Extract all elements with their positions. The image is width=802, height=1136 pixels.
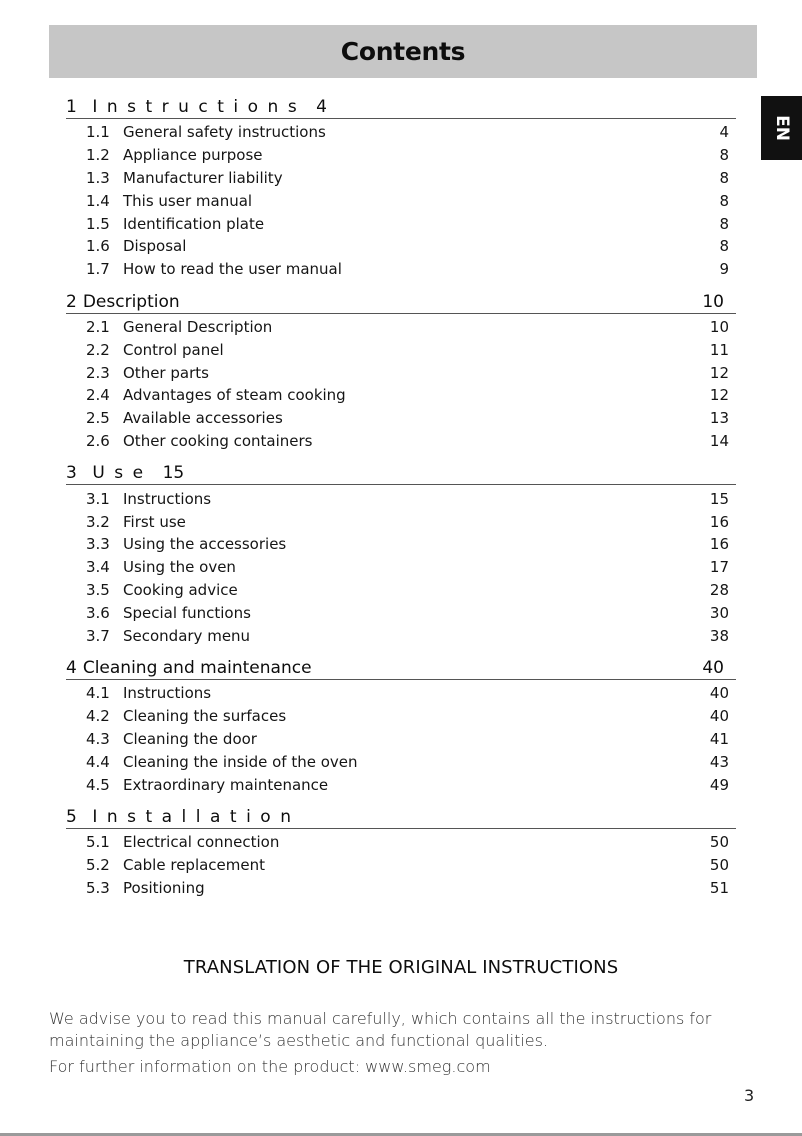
- section-title: Use: [92, 463, 153, 484]
- language-label: EN: [771, 115, 792, 141]
- section-items: [66, 680, 736, 796]
- info-paragraph: For further information on the product: www.smeg.com: [49, 1057, 491, 1076]
- entry-label: Secondary menu: [123, 626, 251, 645]
- toc-entry: [66, 601, 736, 624]
- entry-page: 40: [709, 707, 729, 726]
- entry-page: 50: [709, 856, 729, 875]
- toc-entry: [66, 728, 736, 751]
- toc-entry: [66, 556, 736, 579]
- toc-entry: [66, 258, 736, 281]
- toc-entry: [66, 624, 736, 647]
- toc-entry: [66, 533, 736, 556]
- entry-number: 1.7: [86, 260, 110, 279]
- entry-label: General Description: [123, 317, 273, 336]
- entry-label: Cleaning the inside of the oven: [123, 752, 358, 771]
- entry-label: Cooking advice: [123, 580, 238, 599]
- entry-page: 41: [709, 729, 729, 748]
- entry-page: 14: [709, 431, 729, 450]
- entry-label: Instructions: [123, 684, 212, 703]
- entry-number: 3.5: [86, 580, 110, 599]
- entry-number: 4.5: [86, 775, 110, 794]
- table-of-contents: [66, 94, 736, 899]
- entry-label: Disposal: [123, 237, 187, 256]
- section-heading: [66, 655, 736, 680]
- section-title: Description: [82, 291, 180, 312]
- section-items: [66, 485, 736, 647]
- entry-page: 8: [719, 237, 729, 256]
- entry-label: Cleaning the door: [123, 729, 257, 748]
- entry-page: 50: [709, 833, 729, 852]
- entry-page: 12: [709, 363, 729, 382]
- entry-number: 4.1: [86, 684, 110, 703]
- entry-page: 16: [709, 512, 729, 531]
- toc-entry: [66, 682, 736, 705]
- entry-label: Appliance purpose: [123, 146, 263, 165]
- toc-section: [66, 289, 736, 453]
- section-page: 15: [162, 463, 185, 484]
- entry-label: Extraordinary maintenance: [123, 775, 329, 794]
- section-page: 10: [702, 291, 724, 312]
- entry-label: This user manual: [123, 191, 253, 210]
- contents-header: [49, 25, 757, 78]
- intro-paragraph: We advise you to read this manual carefully, which contains all the instructions for maintaining the appliance’s aesthetic and functional qualities.: [49, 1009, 712, 1050]
- entry-number: 3.2: [86, 512, 110, 531]
- section-number: 5: [66, 806, 87, 827]
- toc-entry: [66, 854, 736, 877]
- entry-number: 3.3: [86, 535, 110, 554]
- entry-number: 2.2: [86, 340, 110, 359]
- entry-label: Positioning: [123, 878, 205, 897]
- toc-entry: [66, 407, 736, 430]
- toc-entry: [66, 212, 736, 235]
- entry-number: 1.1: [86, 123, 110, 142]
- entry-number: 5.1: [86, 833, 110, 852]
- section-heading: [66, 94, 736, 119]
- toc-entry: [66, 831, 736, 854]
- section-heading: [66, 804, 736, 829]
- entry-label: Using the oven: [123, 558, 236, 577]
- entry-number: 2.6: [86, 431, 110, 450]
- entry-number: 1.2: [86, 146, 110, 165]
- toc-entry: [66, 316, 736, 339]
- entry-label: Instructions: [123, 489, 212, 508]
- section-number: 4: [66, 657, 77, 678]
- toc-entry: [66, 773, 736, 796]
- toc-entry: [66, 384, 736, 407]
- entry-label: Other cooking containers: [123, 431, 313, 450]
- section-items: [66, 829, 736, 899]
- toc-entry: [66, 579, 736, 602]
- entry-page: 16: [709, 535, 729, 554]
- section-page: 40: [702, 657, 724, 678]
- section-number: 1: [66, 97, 87, 117]
- entry-page: 17: [709, 558, 729, 577]
- entry-page: 8: [719, 214, 729, 233]
- toc-entry: [66, 877, 736, 900]
- entry-page: 30: [709, 603, 729, 622]
- toc-entry: [66, 510, 736, 533]
- entry-page: 8: [719, 168, 729, 187]
- entry-label: Using the accessories: [123, 535, 287, 554]
- entry-number: 4.3: [86, 729, 110, 748]
- entry-page: 11: [709, 340, 729, 359]
- entry-number: 3.4: [86, 558, 110, 577]
- entry-label: Electrical connection: [123, 833, 280, 852]
- section-heading: [66, 289, 736, 314]
- page-title: Contents: [340, 37, 466, 66]
- entry-number: 1.4: [86, 191, 110, 210]
- toc-entry: [66, 144, 736, 167]
- toc-entry: [66, 121, 736, 144]
- entry-number: 4.4: [86, 752, 110, 771]
- entry-number: 1.3: [86, 168, 110, 187]
- entry-number: 1.6: [86, 237, 110, 256]
- toc-entry: [66, 361, 736, 384]
- entry-page: 49: [709, 775, 729, 794]
- entry-label: Identification plate: [123, 214, 265, 233]
- toc-section: [66, 94, 736, 281]
- intro-text: [49, 1008, 749, 1078]
- entry-page: 43: [709, 752, 729, 771]
- entry-page: 12: [709, 386, 729, 405]
- toc-section: [66, 804, 736, 899]
- language-tab: [761, 96, 802, 160]
- entry-page: 13: [709, 409, 729, 428]
- entry-page: 38: [709, 626, 729, 645]
- entry-number: 4.2: [86, 707, 110, 726]
- toc-entry: [66, 338, 736, 361]
- entry-label: General safety instructions: [123, 123, 326, 142]
- entry-label: Advantages of steam cooking: [123, 386, 346, 405]
- toc-entry: [66, 487, 736, 510]
- toc-entry: [66, 705, 736, 728]
- entry-label: Special functions: [123, 603, 251, 622]
- section-heading: [66, 460, 736, 485]
- entry-page: 8: [719, 146, 729, 165]
- toc-section: [66, 460, 736, 647]
- section-title: Cleaning and maintenance: [82, 657, 312, 678]
- entry-number: 3.1: [86, 489, 110, 508]
- entry-number: 2.3: [86, 363, 110, 382]
- entry-number: 3.6: [86, 603, 110, 622]
- section-title: Installation: [92, 806, 301, 827]
- entry-label: Control panel: [123, 340, 224, 359]
- toc-entry: [66, 750, 736, 773]
- section-page: 4: [316, 97, 327, 117]
- entry-number: 2.5: [86, 409, 110, 428]
- entry-page: 51: [709, 878, 729, 897]
- entry-page: 40: [709, 684, 729, 703]
- entry-label: Available accessories: [123, 409, 283, 428]
- entry-number: 5.2: [86, 856, 110, 875]
- entry-label: Other parts: [123, 363, 209, 382]
- entry-label: How to read the user manual: [123, 260, 342, 279]
- entry-page: 15: [709, 489, 729, 508]
- entry-page: 28: [709, 580, 729, 599]
- entry-label: First use: [123, 512, 186, 531]
- entry-label: Cable replacement: [123, 856, 266, 875]
- toc-entry: [66, 167, 736, 190]
- section-items: [66, 119, 736, 281]
- toc-entry: [66, 189, 736, 212]
- entry-label: Cleaning the surfaces: [123, 707, 287, 726]
- section-items: [66, 314, 736, 453]
- entry-page: 9: [719, 260, 729, 279]
- entry-number: 5.3: [86, 878, 110, 897]
- section-number: 3: [66, 463, 87, 484]
- translation-title: TRANSLATION OF THE ORIGINAL INSTRUCTIONS: [183, 957, 619, 978]
- toc-entry: [66, 430, 736, 453]
- entry-page: 4: [719, 123, 729, 142]
- entry-page: 10: [709, 317, 729, 336]
- toc-entry: [66, 235, 736, 258]
- entry-number: 2.4: [86, 386, 110, 405]
- toc-section: [66, 655, 736, 796]
- entry-number: 1.5: [86, 214, 110, 233]
- entry-number: 3.7: [86, 626, 110, 645]
- entry-page: 8: [719, 191, 729, 210]
- section-number: 2: [66, 291, 77, 312]
- page-number: 3: [744, 1086, 755, 1105]
- entry-label: Manufacturer liability: [123, 168, 283, 187]
- entry-number: 2.1: [86, 317, 110, 336]
- section-title: Instructions: [92, 97, 307, 117]
